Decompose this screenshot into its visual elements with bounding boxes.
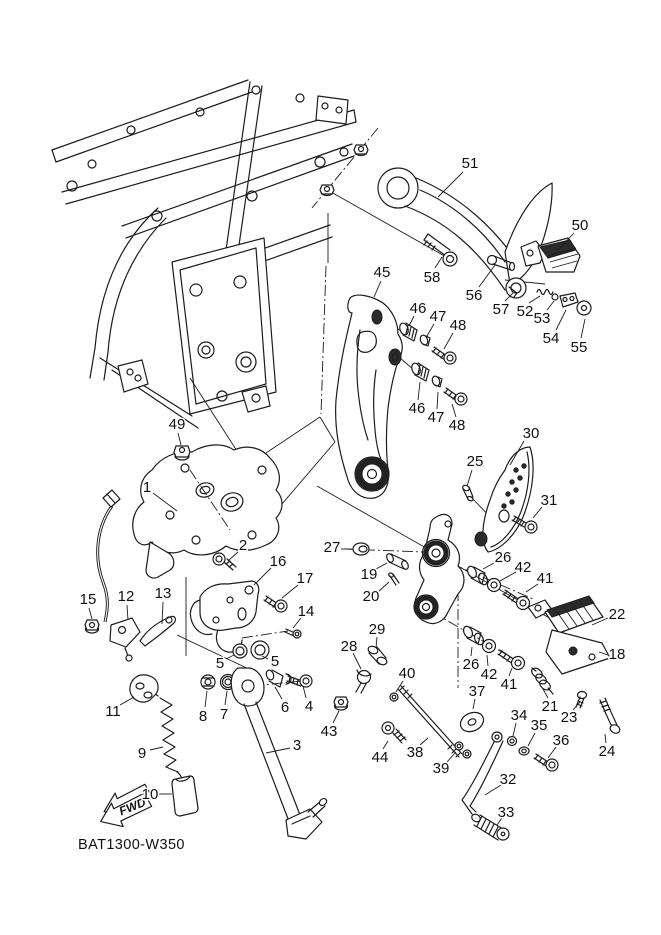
callout-leader-2 — [229, 552, 238, 560]
callout-label-48: 48 — [448, 417, 466, 434]
callout-leader-48 — [444, 333, 453, 349]
callout-label-55: 55 — [570, 339, 588, 356]
callout-label-24: 24 — [598, 743, 616, 760]
callout-leader-9 — [150, 747, 163, 750]
callout-leader-46 — [418, 382, 420, 400]
callout-label-36: 36 — [552, 732, 570, 749]
callout-label-47: 47 — [429, 308, 447, 325]
callout-label-26: 26 — [462, 656, 480, 673]
callout-label-17: 17 — [296, 570, 314, 587]
callout-label-39: 39 — [432, 760, 450, 777]
callout-label-41: 41 — [500, 676, 518, 693]
callout-label-14: 14 — [297, 603, 315, 620]
fwd-label: FWD — [117, 795, 148, 819]
callout-label-41: 41 — [536, 570, 554, 587]
callout-label-53: 53 — [533, 310, 551, 327]
callout-label-4: 4 — [304, 698, 314, 715]
callout-label-31: 31 — [540, 492, 558, 509]
callout-leader-42 — [487, 655, 488, 666]
callout-leader-45 — [374, 281, 381, 297]
callout-leader-37 — [473, 699, 475, 709]
callout-leader-48 — [452, 404, 456, 417]
callout-leader-4 — [303, 686, 306, 698]
callout-label-40: 40 — [398, 665, 416, 682]
callout-label-56: 56 — [465, 287, 483, 304]
callout-label-51: 51 — [461, 155, 479, 172]
frame-art — [52, 80, 356, 428]
callout-leader-52 — [529, 296, 540, 303]
callout-label-23: 23 — [560, 709, 578, 726]
callout-leader-28 — [353, 653, 361, 669]
callout-label-18: 18 — [608, 646, 626, 663]
callout-label-22: 22 — [608, 606, 626, 623]
callout-leader-44 — [383, 741, 388, 749]
callout-label-10: 10 — [141, 786, 159, 803]
callout-label-58: 58 — [423, 269, 441, 286]
callout-label-43: 43 — [320, 723, 338, 740]
callout-label-45: 45 — [373, 264, 391, 281]
callout-label-44: 44 — [371, 749, 389, 766]
callout-leader-58 — [435, 257, 442, 268]
callout-label-5: 5 — [215, 655, 225, 672]
callout-label-34: 34 — [510, 707, 528, 724]
callout-label-26: 26 — [494, 549, 512, 566]
callout-leader-47 — [437, 392, 438, 409]
callout-label-2: 2 — [238, 537, 248, 554]
callout-label-30: 30 — [522, 425, 540, 442]
callout-leader-47 — [427, 324, 434, 336]
callout-label-9: 9 — [137, 745, 147, 762]
callout-label-46: 46 — [409, 300, 427, 317]
callout-leader-35 — [528, 733, 535, 746]
callout-label-29: 29 — [368, 621, 386, 638]
callout-label-13: 13 — [154, 585, 172, 602]
callout-label-3: 3 — [292, 737, 302, 754]
callout-label-28: 28 — [340, 638, 358, 655]
callout-label-12: 12 — [117, 588, 135, 605]
callout-leader-42 — [500, 572, 516, 581]
callout-leader-19 — [376, 563, 387, 569]
callout-leader-53 — [547, 301, 554, 310]
callout-leader-51 — [438, 172, 463, 197]
callout-leader-7 — [225, 691, 227, 705]
callout-label-25: 25 — [466, 453, 484, 470]
part-code: BAT1300-W350 — [78, 837, 185, 853]
callout-leader-8 — [205, 691, 207, 707]
callout-label-20: 20 — [362, 588, 380, 605]
callout-leader-11 — [120, 697, 134, 705]
callout-label-7: 7 — [219, 706, 229, 723]
hanger-bracket-art — [336, 295, 467, 498]
callout-leader-46 — [409, 316, 414, 326]
callout-label-57: 57 — [492, 301, 510, 318]
callout-label-16: 16 — [269, 553, 287, 570]
stay-plate-art — [133, 445, 282, 578]
callout-label-19: 19 — [360, 566, 378, 583]
callout-leader-5 — [226, 655, 234, 659]
callout-label-42: 42 — [514, 559, 532, 576]
callout-label-52: 52 — [516, 303, 534, 320]
callout-label-5: 5 — [270, 653, 280, 670]
callout-leader-3 — [266, 748, 290, 753]
callout-label-47: 47 — [427, 409, 445, 426]
callout-label-49: 49 — [168, 416, 186, 433]
callout-label-46: 46 — [408, 400, 426, 417]
callout-label-27: 27 — [323, 539, 341, 556]
callout-leader-26 — [471, 647, 472, 656]
callout-leader-32 — [485, 785, 501, 795]
callout-leader-16 — [254, 568, 271, 585]
callout-label-50: 50 — [571, 217, 589, 234]
callout-label-37: 37 — [468, 683, 486, 700]
callout-label-42: 42 — [480, 666, 498, 683]
callout-label-48: 48 — [449, 317, 467, 334]
callout-leader-24 — [605, 734, 606, 743]
callout-leader-34 — [513, 723, 516, 736]
callout-label-11: 11 — [105, 703, 121, 720]
callout-leader-15 — [89, 608, 92, 619]
callout-leader-49 — [178, 433, 181, 445]
callout-label-54: 54 — [542, 330, 560, 347]
callout-leader-12 — [127, 605, 128, 620]
callout-leader-20 — [378, 582, 389, 592]
callout-leader-25 — [467, 470, 472, 486]
callout-leader-43 — [333, 711, 339, 723]
callout-label-35: 35 — [530, 717, 548, 734]
callout-leader-56 — [479, 265, 495, 287]
callout-label-38: 38 — [406, 744, 424, 761]
callout-label-6: 6 — [280, 699, 290, 716]
callout-label-15: 15 — [79, 591, 97, 608]
callout-label-21: 21 — [541, 698, 559, 715]
callout-label-32: 32 — [499, 771, 517, 788]
callout-label-8: 8 — [198, 708, 208, 725]
callout-label-33: 33 — [497, 804, 515, 821]
callout-leader-17 — [282, 585, 298, 598]
callout-leader-54 — [556, 310, 566, 330]
callout-leader-41 — [509, 668, 512, 676]
callout-label-1: 1 — [142, 479, 152, 496]
callout-leader-6 — [275, 687, 282, 699]
callout-leader-29 — [376, 637, 377, 648]
callout-leader-55 — [581, 319, 585, 338]
